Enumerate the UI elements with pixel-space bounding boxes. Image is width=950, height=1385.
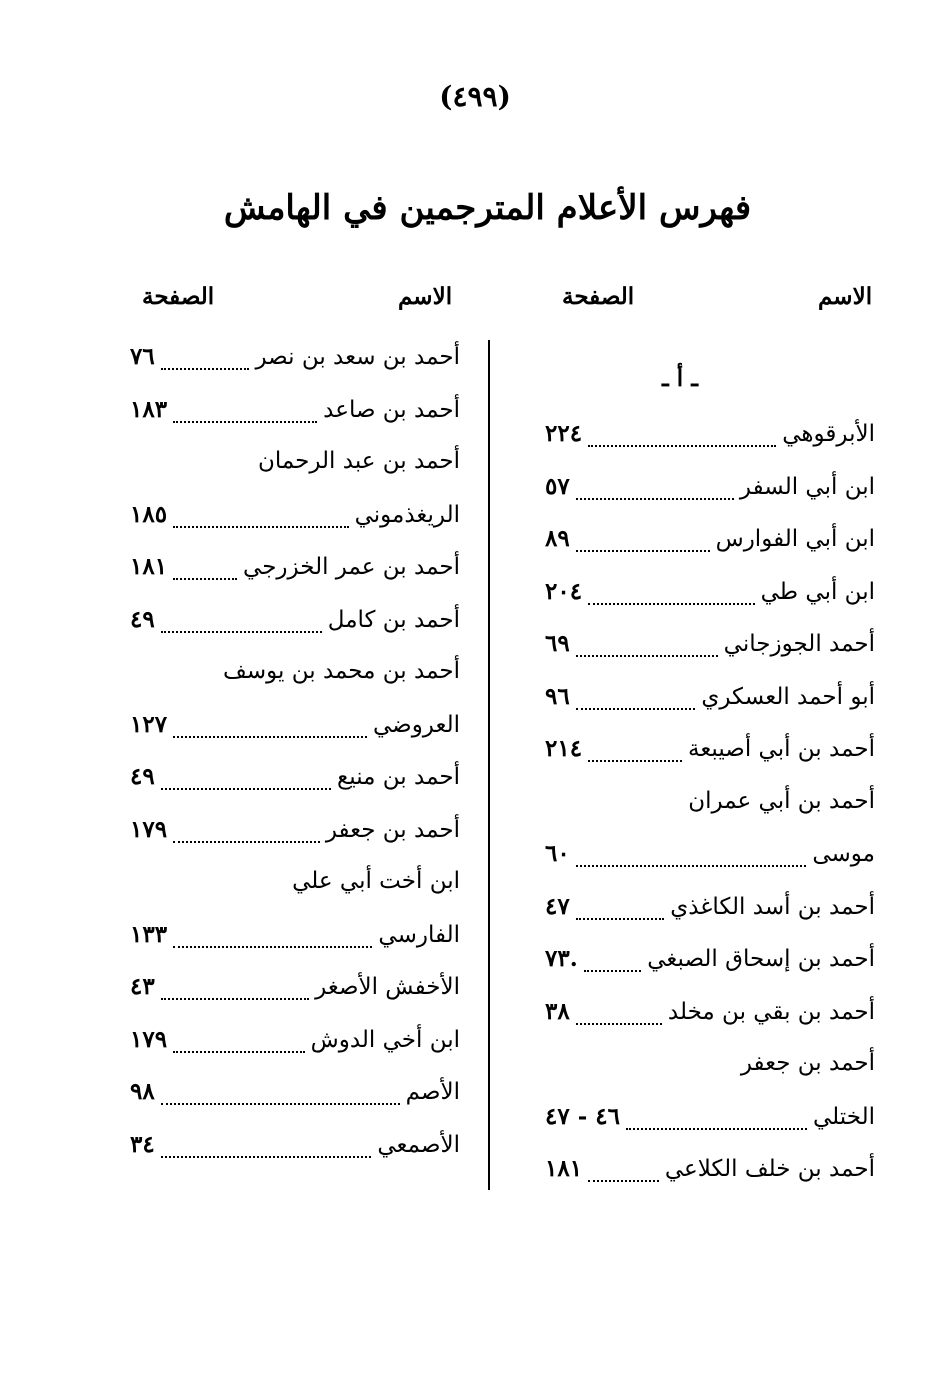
entry-page: ٣٤	[130, 1130, 155, 1158]
entry-page: ١٨١	[130, 553, 168, 580]
entry-page: ٤٣	[130, 973, 155, 1000]
entry-name: أحمد بن إسحاق الصبغي	[647, 946, 875, 972]
dot-leader	[576, 918, 665, 920]
index-entry	[130, 973, 460, 1009]
entry-name: أحمد بن أسد الكاغذي	[670, 893, 875, 920]
index-entry	[545, 525, 875, 561]
index-entry	[545, 473, 875, 509]
entry-name: أحمد بن عبد الرحمان	[257, 448, 460, 474]
entry-page: ١٨٥	[130, 500, 168, 528]
dot-leader	[173, 526, 349, 528]
entry-name: أحمد بن محمد بن يوسف	[223, 658, 460, 684]
dot-leader	[588, 760, 682, 762]
entry-page: ٢١٤	[545, 735, 583, 762]
dot-leader	[161, 368, 250, 370]
entry-page: ٤٩	[130, 605, 155, 633]
entry-page: ١٢٧	[130, 710, 168, 738]
index-entry	[130, 448, 460, 484]
entry-name: الأصم	[405, 1079, 460, 1105]
entry-page: ١٧٩	[130, 1025, 168, 1053]
entry-page: ٩٦	[545, 682, 570, 710]
entry-name: الريغذموني	[354, 501, 460, 528]
entry-name: الفارسي	[378, 921, 460, 948]
dot-leader	[588, 445, 776, 447]
dot-leader	[576, 550, 710, 552]
entry-page: ٢٢٤	[545, 420, 583, 447]
entry-page: ٦٠	[545, 840, 570, 867]
index-entry	[545, 1050, 875, 1086]
index-entry	[130, 921, 460, 957]
entry-name: ابن أبي طي	[760, 578, 875, 605]
index-entry	[130, 658, 460, 694]
right-column	[545, 0, 875, 1385]
index-entry	[130, 343, 460, 379]
index-entry	[545, 578, 875, 614]
entry-name: موسى	[812, 841, 875, 867]
entry-page: ١٨١	[545, 1155, 583, 1182]
dot-leader	[588, 1180, 659, 1182]
dot-leader	[161, 631, 322, 633]
dot-leader	[576, 498, 734, 500]
entry-name: أحمد بن منيع	[337, 764, 460, 790]
dot-leader	[173, 841, 320, 843]
page-number: (٤٩٩)	[439, 80, 511, 113]
index-entry	[130, 501, 460, 537]
index-entry	[130, 396, 460, 432]
dot-leader	[173, 736, 367, 738]
entry-name: العروضي	[373, 711, 460, 738]
index-entry	[130, 1026, 460, 1062]
index-entry	[130, 816, 460, 852]
entry-page: ٨٩	[545, 525, 570, 552]
dot-leader	[173, 946, 372, 948]
dot-leader	[576, 1023, 662, 1025]
entry-name: أحمد بن جعفر	[740, 1050, 875, 1076]
left-name-header: الاسم	[398, 283, 453, 310]
entry-page: ٤٦ - ٤٧	[545, 1102, 620, 1130]
entry-name: أحمد بن سعد بن نصر	[255, 344, 460, 370]
column-divider	[488, 340, 490, 1190]
right-name-header: الاسم	[818, 283, 873, 310]
index-entry	[545, 1103, 875, 1139]
index-title: فهرس الأعلام المترجمين في الهامش	[223, 188, 752, 228]
entry-page: ٢٠٤	[545, 577, 583, 605]
entry-name: ابن أبي الفوارس	[715, 526, 875, 552]
entry-page: ٣٨	[545, 997, 570, 1025]
dot-leader	[588, 603, 755, 605]
index-entry	[130, 868, 460, 904]
dot-leader	[626, 1128, 807, 1130]
entry-name: أحمد بن بقي بن مخلد	[667, 998, 875, 1025]
entry-page: ٦٩	[545, 630, 570, 657]
dot-leader	[576, 708, 696, 710]
index-entry	[130, 553, 460, 589]
entry-page: ١٨٣	[130, 395, 168, 423]
index-entry	[545, 788, 875, 824]
index-entry	[545, 1155, 875, 1191]
entry-page: ١٧٩	[130, 815, 168, 843]
entry-page: ٤٧	[545, 892, 570, 920]
index-entry	[545, 840, 875, 876]
dot-leader	[161, 998, 309, 1000]
index-entry	[545, 735, 875, 771]
dot-leader	[161, 1156, 372, 1158]
entry-page: ١٣٣	[130, 920, 168, 948]
entry-name: أحمد بن صاعد	[323, 396, 460, 423]
entry-name: ابن أخي الدوش	[310, 1026, 460, 1053]
entry-name: أحمد بن أبي عمران	[688, 787, 875, 814]
index-entry	[545, 420, 875, 456]
section-letter-alif: ـ أ ـ	[662, 365, 698, 392]
entry-name: أبو أحمد العسكري	[701, 683, 875, 710]
dot-leader	[173, 1051, 305, 1053]
index-entry	[545, 630, 875, 666]
entry-page: .٧٣	[545, 945, 578, 972]
index-entry	[130, 1131, 460, 1167]
index-entry	[130, 711, 460, 747]
entry-name: الأصمعي	[377, 1131, 460, 1158]
index-entry	[545, 683, 875, 719]
entry-name: الأبرقوهي	[782, 421, 875, 447]
left-page-header: الصفحة	[142, 283, 215, 310]
dot-leader	[576, 865, 807, 867]
entry-page: ٧٦	[130, 343, 155, 370]
entry-name: ابن أخت أبي علي	[292, 868, 460, 894]
dot-leader	[161, 1103, 400, 1105]
entry-page: ٥٧	[545, 472, 570, 500]
index-entry	[130, 606, 460, 642]
index-entry	[130, 763, 460, 799]
entry-name: أحمد بن عمر الخزرجي	[243, 554, 460, 580]
left-column	[130, 0, 460, 1385]
index-entry	[130, 1078, 460, 1114]
entry-name: الأخفش الأصغر	[315, 974, 460, 1000]
dot-leader	[173, 578, 237, 580]
entry-name: أحمد بن جعفر	[325, 816, 460, 843]
index-entry	[545, 998, 875, 1034]
entry-name: أحمد بن كامل	[327, 606, 460, 633]
entry-name: أحمد بن خلف الكلاعي	[664, 1156, 875, 1182]
dot-leader	[161, 788, 331, 790]
entry-name: الختلي	[813, 1103, 875, 1130]
entry-page: ٤٩	[130, 763, 155, 790]
dot-leader	[576, 655, 718, 657]
entry-page: ٩٨	[130, 1078, 155, 1105]
dot-leader	[173, 421, 317, 423]
index-entry	[545, 893, 875, 929]
entry-name: أحمد بن أبي أصيبعة	[687, 736, 875, 762]
entry-name: ابن أبي السفر	[739, 473, 875, 500]
right-page-header: الصفحة	[562, 283, 635, 310]
entry-name: أحمد الجوزجاني	[723, 631, 875, 657]
index-entry	[545, 945, 875, 981]
dot-leader	[584, 970, 642, 972]
